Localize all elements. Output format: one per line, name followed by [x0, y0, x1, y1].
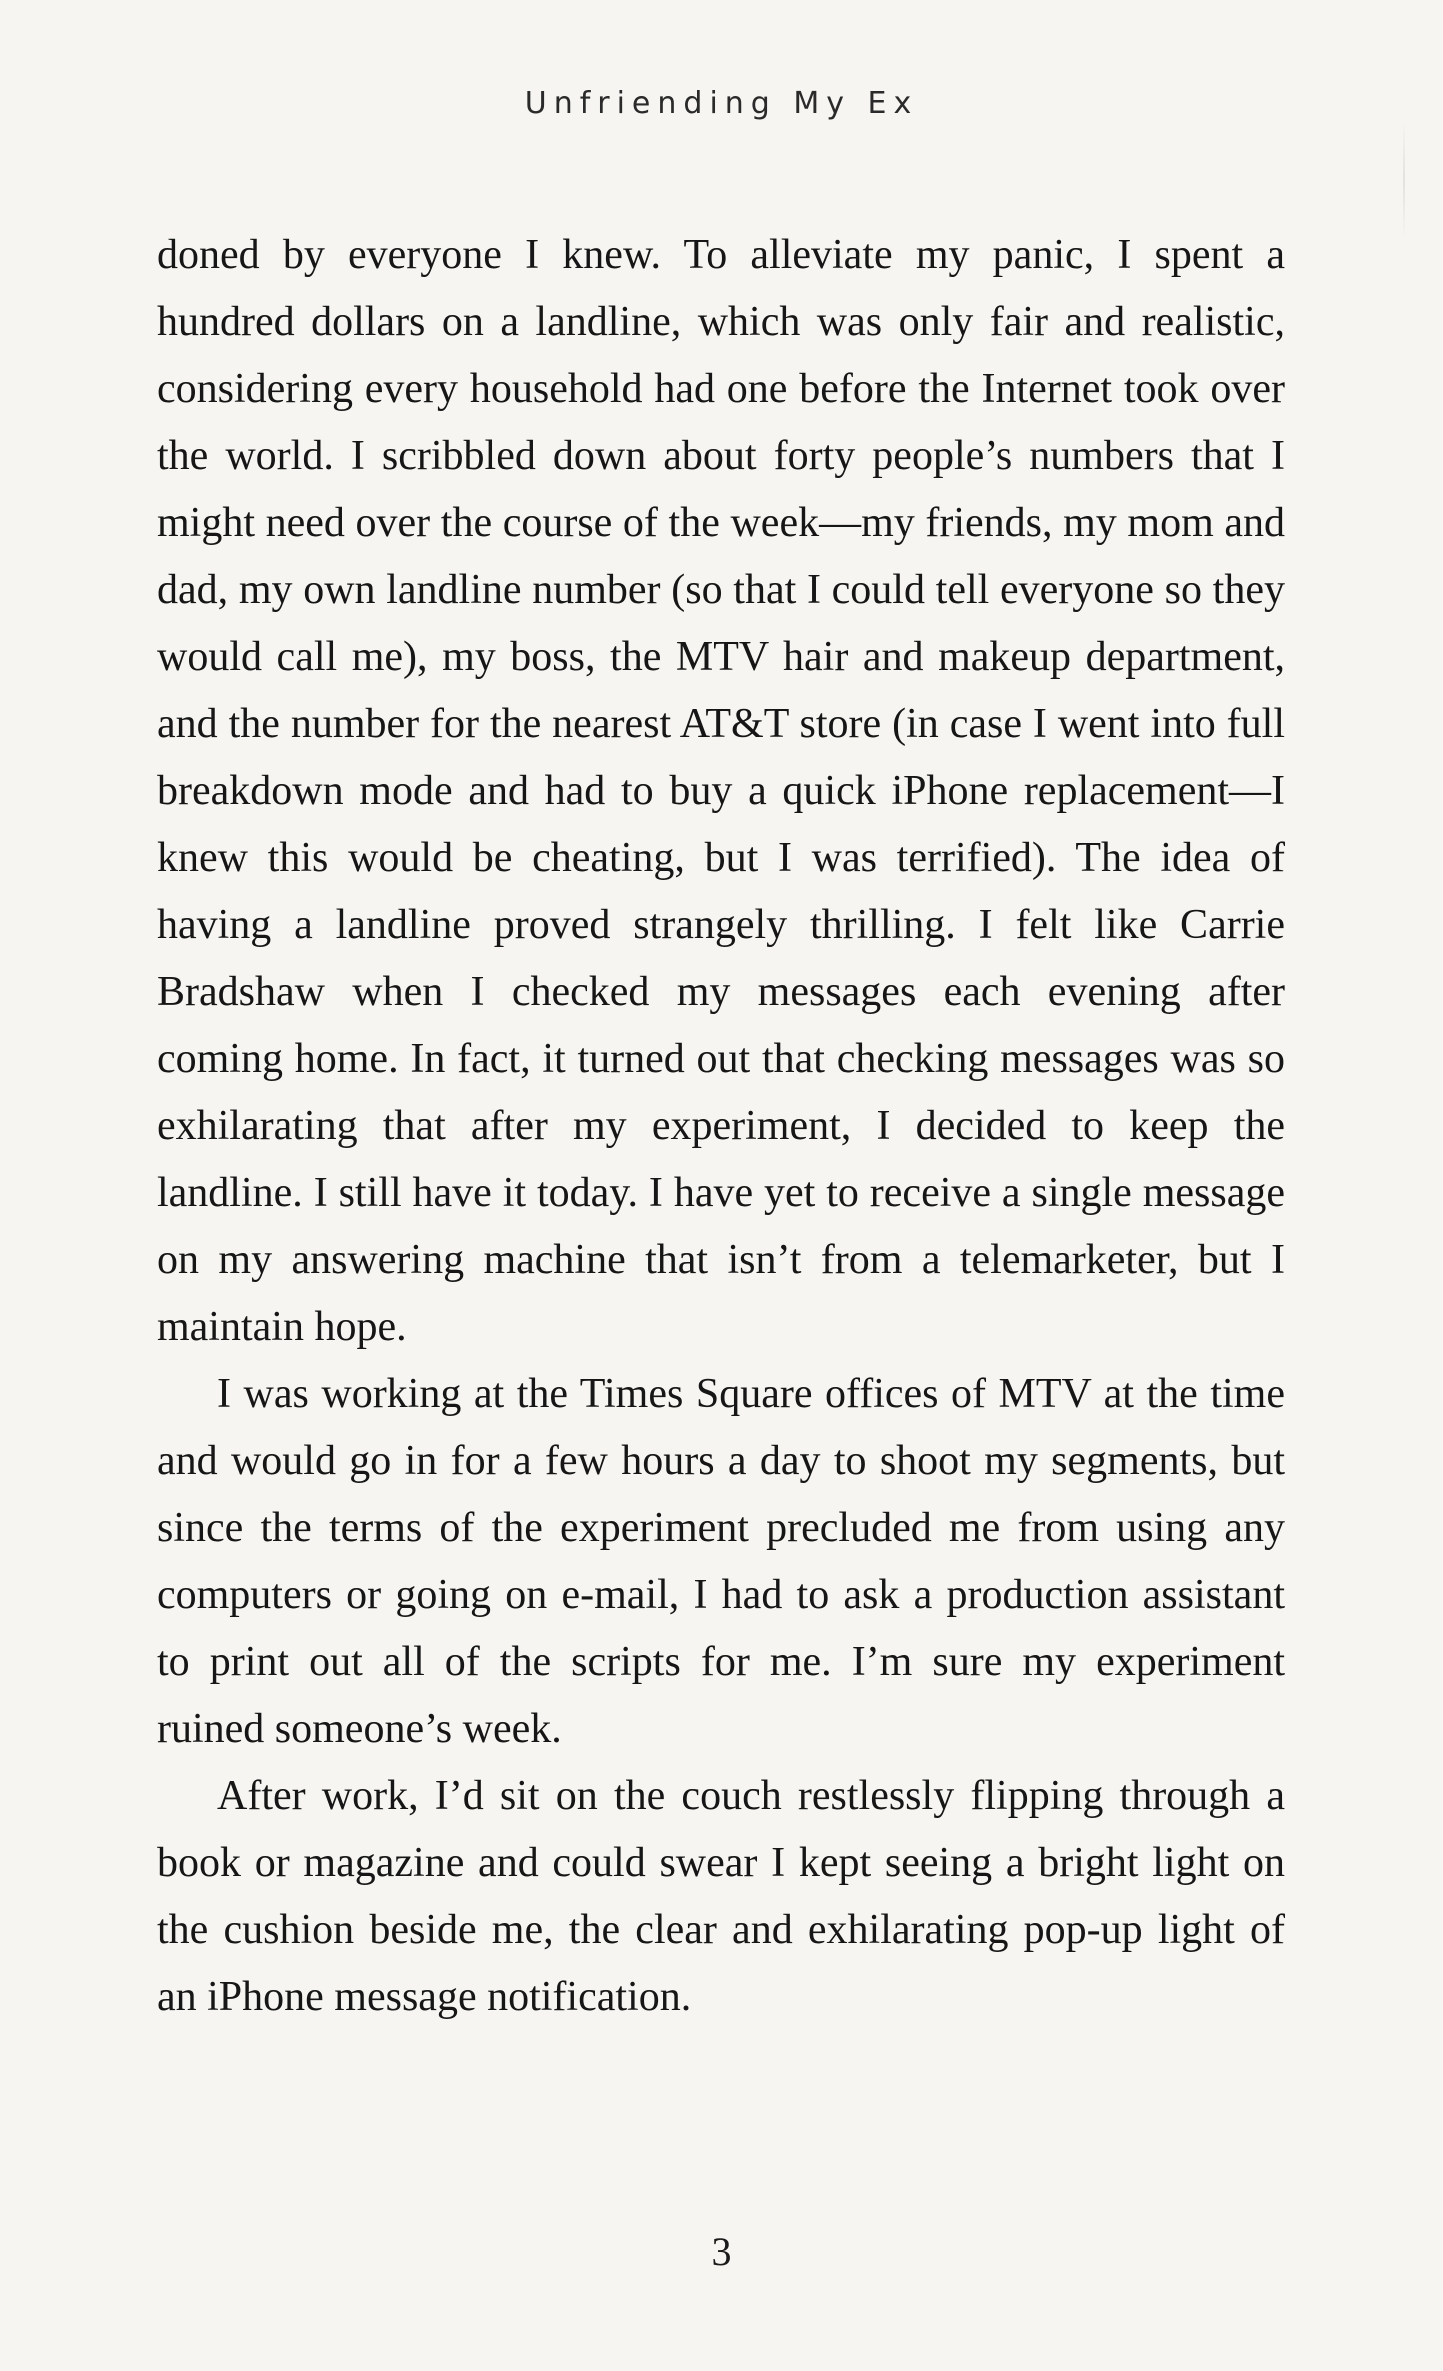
page-number: 3 — [711, 2229, 732, 2274]
paragraph-1: doned by everyone I knew. To alleviate my panic, I spent a hundred dollars on a landline, which was only fair and realistic, considering every household had one before the Internet took over the world. I scribbled down about forty people’s numbers that I might need over the course of the week—my friends, my mom and dad, my own landline number (so that I could tell everyone so they would call me), my boss, the MTV hair and makeup department, and the number for the nearest AT&T store (in case I went into full breakdown mode and had to buy a quick iPhone replacement—I knew this would be cheating, but I was terrified). The idea of having a landline proved strangely thrilling. I felt like Carrie Bradshaw when I checked my messages each evening after coming home. In fact, it turned out that checking messages was so exhilarating that after my experiment, I decided to keep the landline. I still have it today. I have yet to receive a single message on my answering machine that isn’t from a telemarketer, but I maintain hope. — [157, 232, 1285, 1350]
paragraph-2: I was working at the Times Square offices of MTV at the time and would go in for a few hours a day to shoot my segments, but since the terms of the experiment precluded me from using any computers or going on e-mail, I had to ask a production assistant to print out all of the scripts for me. I’m sure my experiment ruined someone’s week. — [157, 1371, 1285, 1752]
page-edge-shadow — [1403, 120, 1405, 240]
body-text — [157, 222, 1285, 2031]
running-head: Unfriending My Ex — [524, 86, 919, 121]
paragraph-3: After work, I’d sit on the couch restlessly flipping through a book or magazine and could swear I kept seeing a bright light on the cushion beside me, the clear and exhilarating pop-up light of an iPhone message notification. — [157, 1773, 1285, 2020]
